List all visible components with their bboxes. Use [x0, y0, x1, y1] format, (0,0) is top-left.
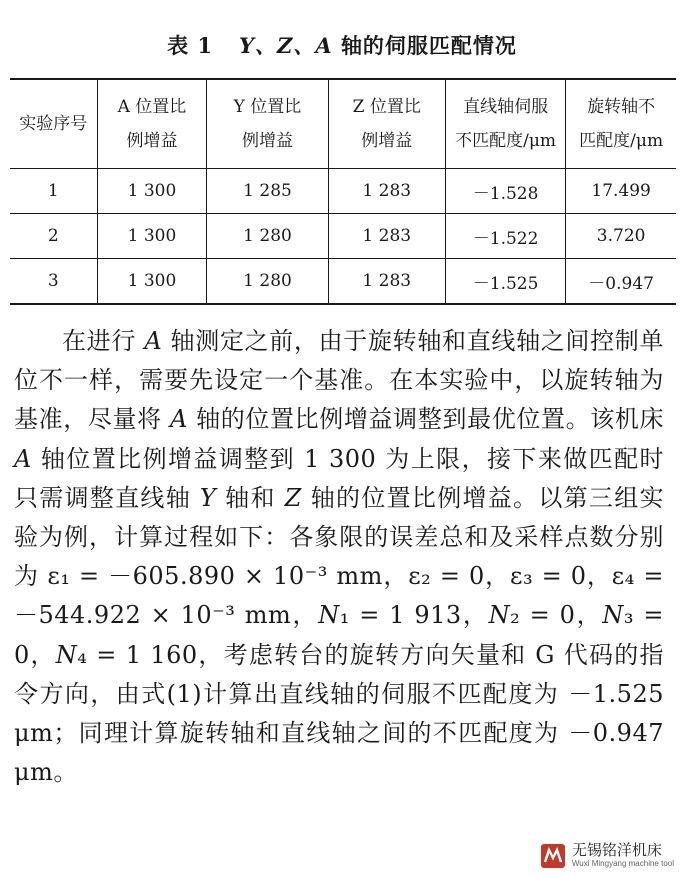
table-header-row [10, 79, 676, 169]
table-cell: －1.528 [445, 169, 565, 214]
table-cell: 3.720 [566, 214, 676, 259]
table-cell: 2 [10, 214, 97, 259]
caption-axes: Y、Z、A [239, 33, 333, 58]
header-cell: 实验序号 [10, 79, 97, 169]
table-cell: －1.525 [445, 259, 565, 305]
mingyang-logo-icon [540, 843, 566, 869]
table-cell: 1 283 [328, 259, 445, 305]
header-cell: Z 位置比 例增益 [328, 79, 445, 169]
caption-label: 表 1 [167, 33, 213, 58]
watermark-subtitle: Wuxi Mingyang machine tool [571, 858, 674, 868]
table-cell: 1 285 [207, 169, 328, 214]
table-cell: 1 300 [97, 169, 207, 214]
body-paragraph [14, 322, 664, 792]
table-cell: －0.947 [566, 259, 676, 305]
caption-title: 轴的伺服匹配情况 [340, 33, 517, 58]
table-cell: －1.522 [445, 214, 565, 259]
table-cell: 1 300 [97, 259, 207, 305]
table-cell: 1 280 [207, 259, 328, 305]
header-cell: A 位置比 例增益 [97, 79, 207, 169]
table-cell: 1 283 [328, 169, 445, 214]
table-cell: 1 300 [97, 214, 207, 259]
paragraph-text: 在进行 A 轴测定之前，由于旋转轴和直线轴之间控制单位不一样，需要先设定一个基准。在本实验中，以旋转轴为基准，尽量将 A 轴的位置比例增益调整到最优位置。该机床 A 轴位置比例增益调整到 1 300 为上限，接下来做匹配时只需调整直线轴 Y 轴和 Z 轴的位置比例增益。以第三组实验为例，计算过程如下：各象限的误差总和及采样点数分别为 ε₁ = －605.890 × 10⁻³ mm，ε₂ = 0，ε₃ = 0，ε₄ = －544.922 × 10⁻³ mm，N₁ = 1 913，N₂ = 0，N₃ = 0，N₄ = 1 160，考虑转台的旋转方向矢量和 G 代码的指令方向，由式(1)计算出直线轴的伺服不匹配度为 －1.525 μm；同理计算旋转轴和直线轴之间的不匹配度为 －0.947 μm。 [14, 327, 665, 787]
table-row [10, 214, 676, 259]
header-cell: 旋转轴不 匹配度/μm [566, 79, 676, 169]
table-caption [0, 30, 684, 60]
table-cell: 1 [10, 169, 97, 214]
table-cell: 17.499 [566, 169, 676, 214]
table-row [10, 169, 676, 214]
watermark [536, 841, 678, 871]
header-cell: 直线轴伺服 不匹配度/μm [445, 79, 565, 169]
watermark-name: 无锡铭洋机床 [571, 842, 662, 860]
servo-matching-table [10, 78, 676, 305]
table-row [10, 259, 676, 305]
table-cell: 1 280 [207, 214, 328, 259]
table-cell: 1 283 [328, 214, 445, 259]
table-cell: 3 [10, 259, 97, 305]
header-cell: Y 位置比 例增益 [207, 79, 328, 169]
